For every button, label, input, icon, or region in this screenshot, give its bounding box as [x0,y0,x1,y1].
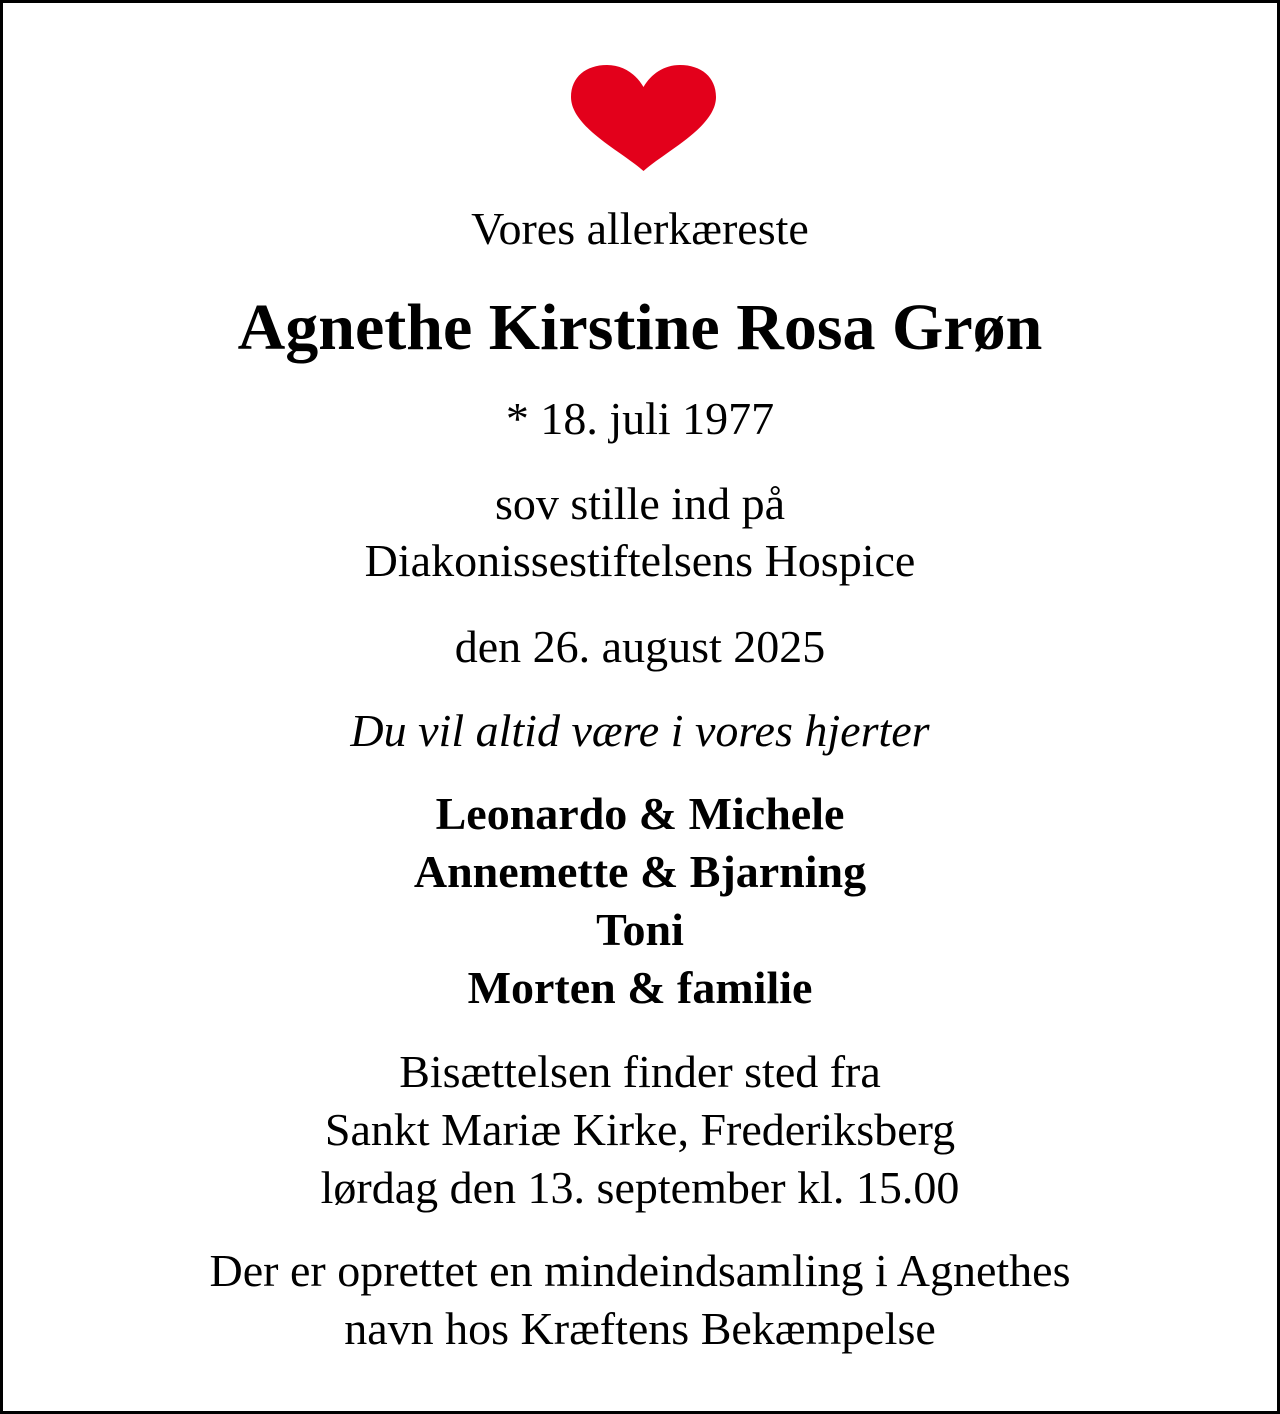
death-date: den 26. august 2025 [454,621,826,672]
funeral-line: Bisættelsen finder sted fra [399,1046,881,1097]
donation-line: Der er oprettet en mindeindsamling i Agnethes [209,1245,1071,1296]
passed-text-line1: sov stille ind på [494,478,786,529]
family-line: Leonardo & Michele [435,788,845,839]
memorial-quote: Du vil altid være i vores hjerter [350,705,930,756]
family-line: Morten & familie [467,962,813,1013]
family-line: Annemette & Bjarning [413,846,867,897]
heart-shape [571,65,716,171]
funeral-line: lørdag den 13. september kl. 15.00 [320,1162,960,1213]
donation-line: navn hos Kræftens Bekæmpelse [344,1303,936,1354]
intro-text: Vores allerkæreste [471,203,809,254]
deceased-name: Agnethe Kirstine Rosa Grøn [237,291,1043,364]
family-line: Toni [596,904,684,955]
heart-icon [571,65,716,173]
birth-date: * 18. juli 1977 [505,393,775,444]
passed-text-line2: Diakonissestiftelsens Hospice [364,535,916,586]
funeral-line: Sankt Mariæ Kirke, Frederiksberg [324,1104,956,1155]
